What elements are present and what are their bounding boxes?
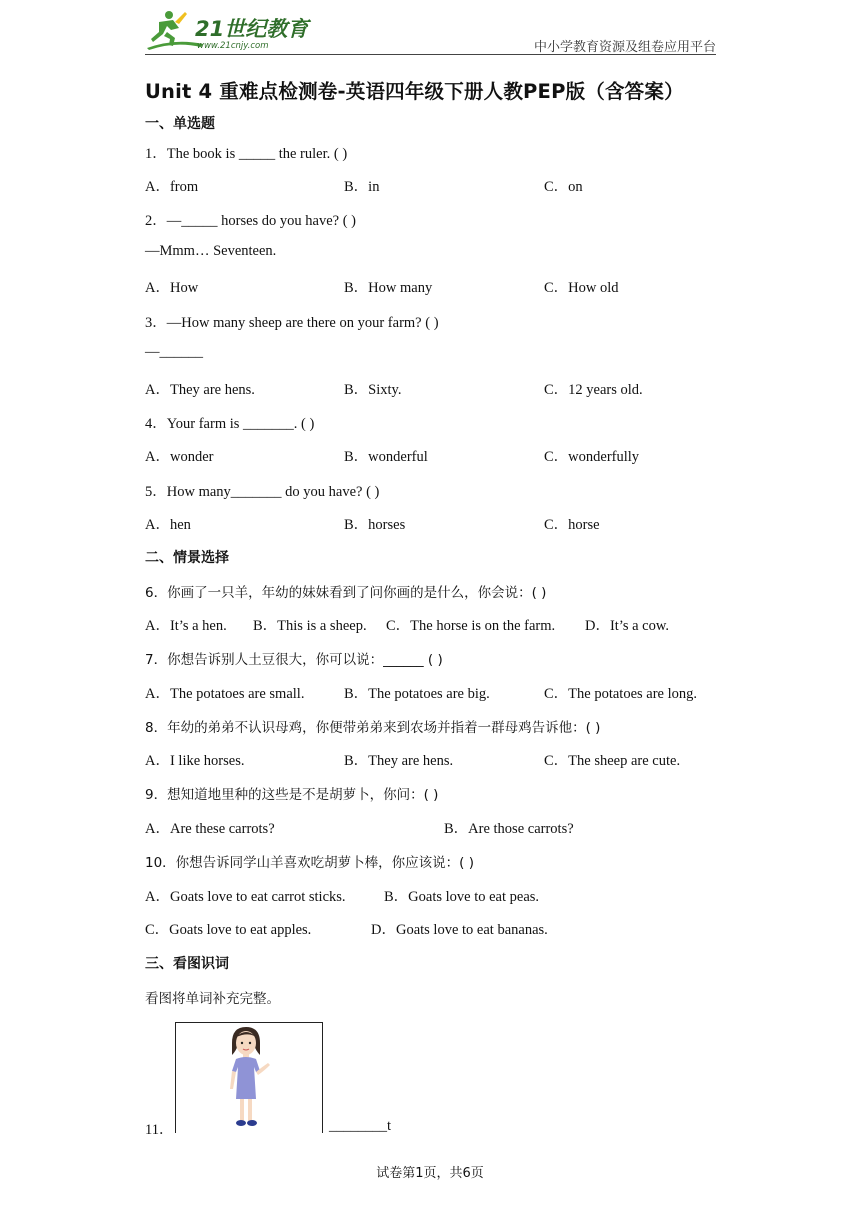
page-header xyxy=(145,8,716,56)
q4-option-b[interactable]: B．wonderful xyxy=(344,449,428,465)
q9-option-b[interactable]: B．Are those carrots? xyxy=(444,821,574,837)
q10-option-c[interactable]: C．Goats love to eat apples. xyxy=(145,922,312,938)
header-divider xyxy=(145,54,716,55)
q1-option-a[interactable]: A．from xyxy=(145,179,199,195)
section-heading-3: 三、看图识词 xyxy=(145,956,229,972)
picture-frame xyxy=(175,1022,323,1133)
q1-option-b[interactable]: B．in xyxy=(344,179,380,195)
q2-option-c[interactable]: C．How old xyxy=(544,280,619,296)
q10-option-a[interactable]: A．Goats love to eat carrot sticks. xyxy=(145,889,346,905)
q9-option-a[interactable]: A．Are these carrots? xyxy=(145,821,275,837)
q3-stem-reply: —______ xyxy=(145,344,203,360)
q6-stem: 6．你画了一只羊，年幼的妹妹看到了问你画的是什么，你会说：( ) xyxy=(145,585,547,601)
q11-number: 11． xyxy=(145,1122,174,1138)
q3-option-c[interactable]: C．12 years old. xyxy=(544,382,643,398)
q2-stem-reply: —Mmm… Seventeen. xyxy=(145,243,277,259)
q10-option-d[interactable]: D．Goats love to eat bananas. xyxy=(371,922,548,938)
q5-option-c[interactable]: C．horse xyxy=(544,517,600,533)
q3-option-b[interactable]: B．Sixty. xyxy=(344,382,402,398)
q3-option-a[interactable]: A．They are hens. xyxy=(145,382,255,398)
q11-answer-blank[interactable]: ________t xyxy=(329,1118,392,1134)
q7-option-a[interactable]: A．The potatoes are small. xyxy=(145,686,305,702)
page-number: 试卷第1页，共6页 xyxy=(376,1166,484,1181)
q5-stem: 5．How many_______ do you have? ( ) xyxy=(145,484,380,500)
q7-option-b[interactable]: B．The potatoes are big. xyxy=(344,686,490,702)
q7-stem: 7．你想告诉别人土豆很大，你可以说：______ ( ) xyxy=(145,652,443,668)
q2-option-b[interactable]: B．How many xyxy=(344,280,433,296)
q4-option-a[interactable]: A．wonder xyxy=(145,449,214,465)
q5-option-b[interactable]: B．horses xyxy=(344,517,406,533)
q7-option-c[interactable]: C．The potatoes are long. xyxy=(544,686,698,702)
platform-name: 中小学教育资源及组卷应用平台 xyxy=(533,40,716,55)
girl-illustration xyxy=(176,1023,322,1133)
page-footer xyxy=(0,1162,860,1182)
q3-stem: 3．—How many sheep are there on your farm? ( ) xyxy=(145,315,439,331)
q4-option-c[interactable]: C．wonderfully xyxy=(544,449,640,465)
q6-option-b[interactable]: B．This is a sheep. xyxy=(253,618,367,634)
section-heading-1: 一、单选题 xyxy=(145,116,215,132)
q8-option-c[interactable]: C．The sheep are cute. xyxy=(544,753,681,769)
logo-url-text: www.21cnjy.com xyxy=(197,41,269,51)
q6-option-d[interactable]: D．It’s a cow. xyxy=(585,618,670,634)
q1-stem: 1．The book is _____ the ruler. ( ) xyxy=(145,146,348,162)
q1-option-c[interactable]: C．on xyxy=(544,179,583,195)
q9-stem: 9．想知道地里种的这些是不是胡萝卜，你问：( ) xyxy=(145,787,439,803)
q10-stem: 10．你想告诉同学山羊喜欢吃胡萝卜棒，你应该说：( ) xyxy=(145,855,475,871)
page-title: Unit 4 重难点检测卷-英语四年级下册人教PEP版（含答案） xyxy=(145,80,684,103)
q8-option-b[interactable]: B．They are hens. xyxy=(344,753,454,769)
site-logo xyxy=(145,8,315,52)
q6-option-a[interactable]: A．It’s a hen. xyxy=(145,618,227,634)
q8-stem: 8．年幼的弟弟不认识母鸡，你便带弟弟来到农场并指着一群母鸡告诉他：( ) xyxy=(145,720,601,736)
q4-stem: 4．Your farm is _______. ( ) xyxy=(145,416,315,432)
q6-option-c[interactable]: C．The horse is on the farm. xyxy=(386,618,556,634)
q2-option-a[interactable]: A．How xyxy=(145,280,199,296)
q5-option-a[interactable]: A．hen xyxy=(145,517,191,533)
section-heading-2: 二、情景选择 xyxy=(145,550,229,566)
instruction-text: 看图将单词补充完整。 xyxy=(145,991,280,1007)
q8-option-a[interactable]: A．I like horses. xyxy=(145,753,245,769)
logo-main-text: 21世纪教育 xyxy=(195,17,309,41)
q2-stem: 2．—_____ horses do you have? ( ) xyxy=(145,213,357,229)
q10-option-b[interactable]: B．Goats love to eat peas. xyxy=(384,889,540,905)
